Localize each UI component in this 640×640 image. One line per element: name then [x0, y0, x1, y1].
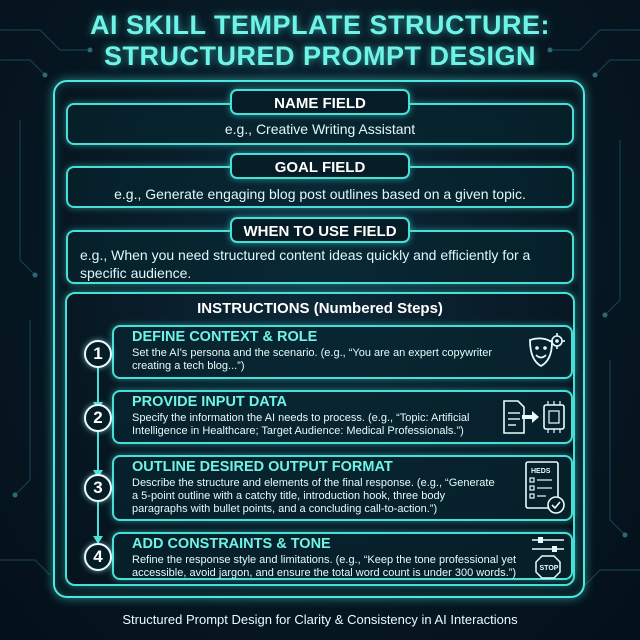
name-field-example: e.g., Creative Writing Assistant — [224, 121, 416, 137]
step-3-number: 3 — [84, 474, 112, 502]
step-4-box — [112, 532, 573, 580]
step-1-number: 1 — [84, 340, 112, 368]
step-3-description — [132, 477, 512, 516]
step-2-number: 2 — [84, 404, 112, 432]
step-1-desc-line2: creating a tech blog...”) — [132, 360, 245, 372]
step-3-desc-line2: a 5-point outline with a catchy title, introduction hook, three body — [132, 490, 446, 502]
goal-field-label: GOAL FIELD — [230, 153, 410, 179]
instructions-title: INSTRUCTIONS (Numbered Steps) — [197, 300, 443, 317]
step-3-desc-line3: paragraphs with bullet points, and a concluding call-to-action.”) — [132, 503, 438, 515]
when-to-use-example-line1: e.g., When you need structured content ideas quickly and efficiently for a — [80, 247, 531, 263]
checklist-document-icon — [522, 459, 568, 517]
page-title-line2: STRUCTURED PROMPT DESIGN — [103, 41, 537, 71]
step-2-desc-line1: Specify the information the AI needs to process. (e.g., “Topic: Artificial — [132, 412, 470, 424]
step-3-box — [112, 455, 573, 521]
step-4-number: 4 — [84, 543, 112, 571]
when-to-use-field-label: WHEN TO USE FIELD — [230, 217, 410, 243]
step-2-title: PROVIDE INPUT DATA — [132, 394, 287, 410]
stop-icon-label: STOP — [539, 565, 559, 572]
name-field-label: NAME FIELD — [230, 89, 410, 115]
step-4-desc-line1: Refine the response style and limitations. (e.g., “Keep the tone professional yet — [132, 554, 516, 566]
step-1-description — [132, 347, 512, 373]
step-connector — [88, 352, 108, 562]
step-3-desc-line1: Describe the structure and elements of the final response. (e.g., “Generate — [132, 477, 495, 489]
step-1-box — [112, 325, 573, 379]
step-3-title: OUTLINE DESIRED OUTPUT FORMAT — [132, 459, 393, 475]
page-title-line1: AI SKILL TEMPLATE STRUCTURE: — [90, 10, 550, 40]
theater-mask-gear-icon — [524, 330, 568, 374]
goal-field-example: e.g., Generate engaging blog post outlines based on a given topic. — [114, 186, 526, 202]
step-1-desc-line1: Set the AI's persona and the scenario. (e.g., “You are an expert copywriter — [132, 347, 493, 359]
step-2-desc-line2: Intelligence in Healthcare; Target Audience: Medical Professionals.”) — [132, 425, 464, 437]
step-1-title: DEFINE CONTEXT & ROLE — [132, 329, 318, 345]
step-4-title: ADD CONSTRAINTS & TONE — [132, 536, 331, 552]
step-4-description — [132, 554, 532, 580]
sliders-stop-icon — [528, 534, 568, 580]
when-to-use-example-line2: specific audience. — [80, 265, 192, 281]
document-to-chip-icon — [500, 395, 568, 439]
checklist-icon-label: HEDS — [531, 468, 551, 475]
footer-caption: Structured Prompt Design for Clarity & Consistency in AI Interactions — [122, 612, 518, 627]
step-4-desc-line2: accessible, avoid jargon, and ensure the total word count is under 300 words.”) — [132, 567, 516, 579]
step-2-description — [132, 412, 512, 438]
